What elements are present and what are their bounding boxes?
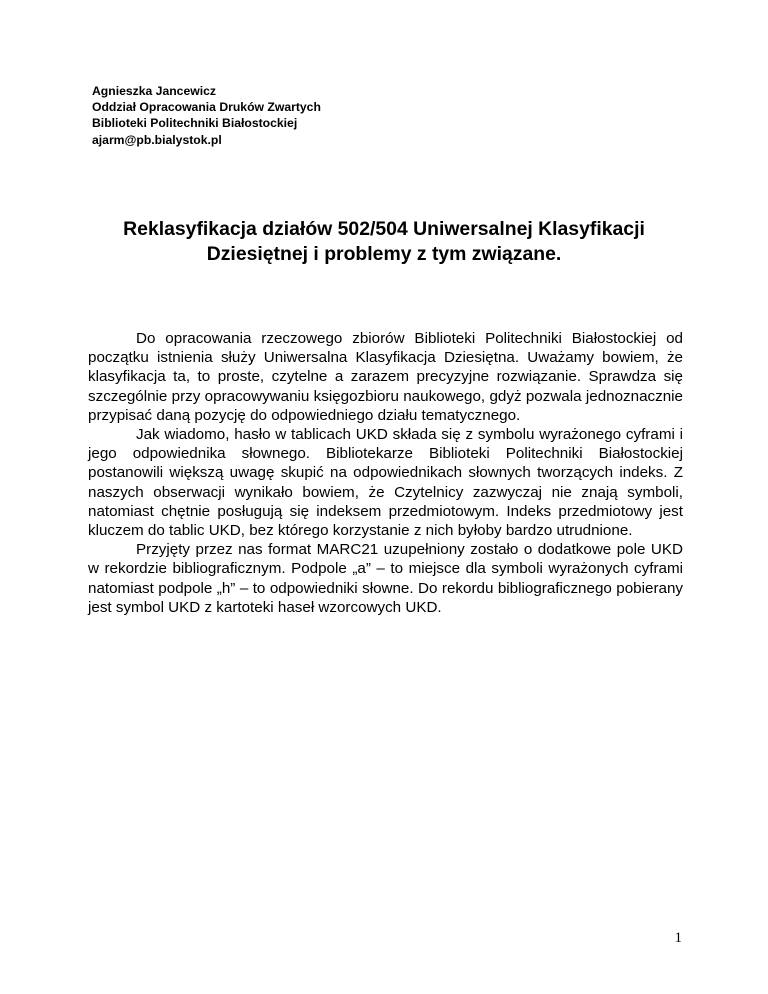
paragraph-2: Jak wiadomo, hasło w tablicach UKD składa się z symbolu wyrażonego cyframi i jego odpowiednika słownego. Bibliotekarze Biblioteki Politechniki Białostockiej postanowili większą uwagę skupić na odpowiednikach słownych tworzących indeks. Z naszych obserwacji wynikało bowiem, że Czytelnicy zazwyczaj nie znają symboli, natomiast chętnie posługują się indeksem przedmiotowym. Indeks przedmiotowy jest kluczem do tablic UKD, bez którego korzystanie z nich byłoby bardzo utrudnione. (88, 426, 683, 540)
author-block (92, 83, 321, 148)
title-line-1: Reklasyfikacja działów 502/504 Uniwersalnej Klasyfikacji (123, 218, 645, 240)
body-text (88, 329, 683, 617)
page-number: 1 (674, 930, 682, 946)
document-title (40, 217, 728, 267)
author-name: Agnieszka Jancewicz (92, 84, 216, 98)
author-institution: Biblioteki Politechniki Białostockiej (92, 116, 298, 131)
paragraph-1: Do opracowania rzeczowego zbiorów Biblioteki Politechniki Białostockiej od początku istnienia służy Uniwersalna Klasyfikacja Dziesiętna. Uważamy bowiem, że klasyfikacja ta, to proste, czytelne a zarazem precyzyjne rozwiązanie. Sprawdza się szczególnie przy opracowywaniu księgozbioru naukowego, gdyż pozwala jednoznacznie przypisać daną pozycję do odpowiedniego działu tematycznego. (88, 330, 683, 424)
author-email: ajarm@pb.bialystok.pl (92, 132, 222, 147)
title-line-2: Dziesiętnej i problemy z tym związane. (206, 243, 562, 265)
paragraph-3: Przyjęty przez nas format MARC21 uzupełniony zostało o dodatkowe pole UKD w rekordzie bibliograficznym. Podpole „a” – to miejsce dla symboli wyrażonych cyframi natomiast podpole „h” – to odpowiedniki słowne. Do rekordu bibliograficznego pobierany jest symbol UKD z kartoteki haseł wzorcowych UKD. (88, 541, 683, 616)
author-department: Oddział Opracowania Druków Zwartych (92, 100, 321, 115)
